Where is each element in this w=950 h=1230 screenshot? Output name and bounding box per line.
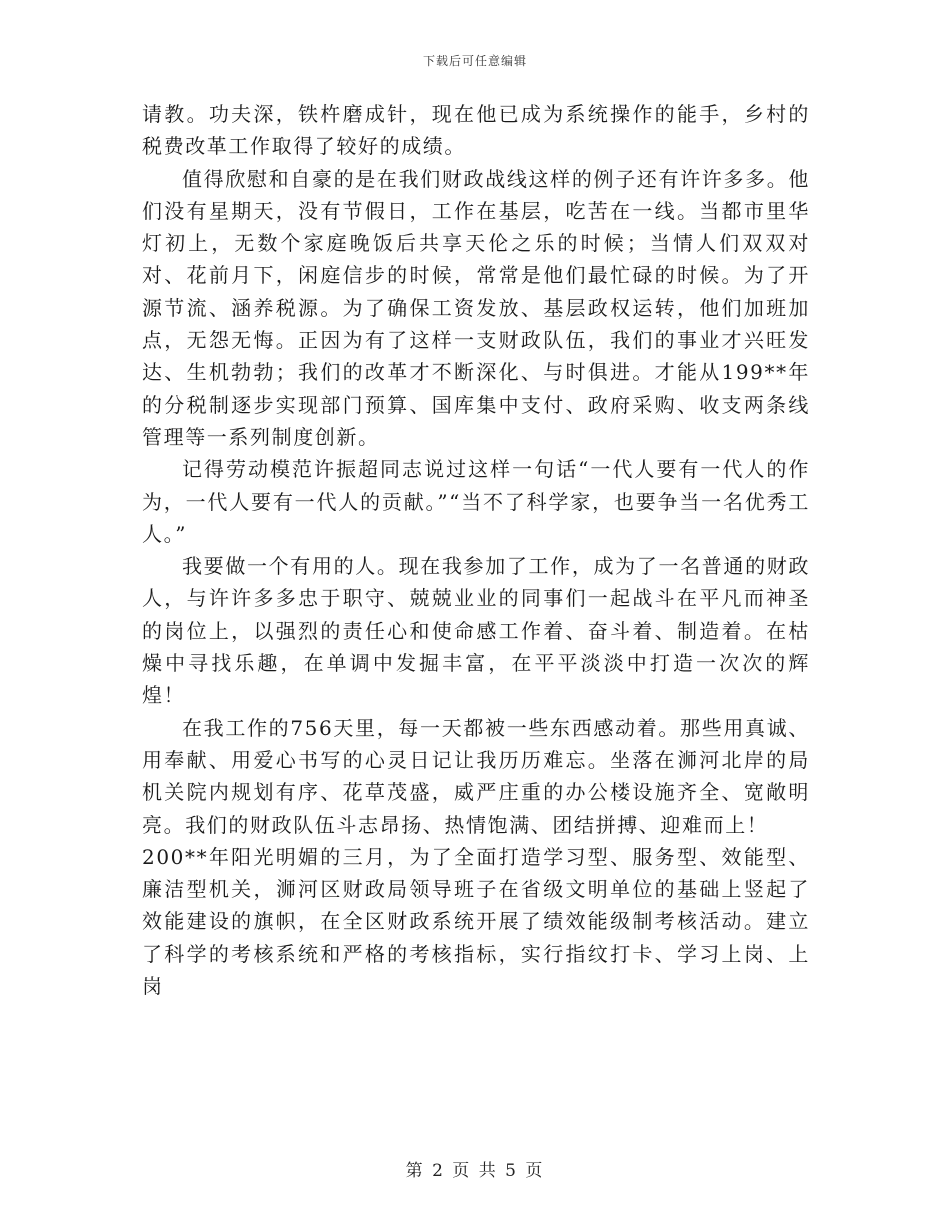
page-footer: 第 2 页 共 5 页 [405, 1161, 545, 1181]
paragraph-3: 记得劳动模范许振超同志说过这样一句话“一代人要有一代人的作为，一代人要有一代人的贡献。”“当不了科学家，也要争当一名优秀工人。” [142, 457, 810, 546]
paragraph-4: 我要做一个有用的人。现在我参加了工作，成为了一名普通的财政人，与许许多多忠于职守、兢兢业业的同事们一起战斗在平凡而神圣的岗位上，以强烈的责任心和使命感工作着、奋斗着、制造着。在枯燥中寻找乐趣，在单调中发掘丰富，在平平淡淡中打造一次次的辉煌！ [142, 554, 810, 708]
document-body [142, 98, 810, 1002]
paragraph-1: 请教。功夫深，铁杵磨成针，现在他已成为系统操作的能手，乡村的税费改革工作取得了较好的成绩。 [142, 102, 810, 159]
paragraph-5: 在我工作的756天里，每一天都被一些东西感动着。那些用真诚、用奉献、用爱心书写的心灵日记让我历历难忘。坐落在浉河北岸的局机关院内规划有序、花草茂盛，威严庄重的办公楼设施齐全、宽敞明亮。我们的财政队伍斗志昂扬、热情饱满、团结拼搏、迎难而上！ [142, 715, 810, 837]
paragraph-6: 200**年阳光明媚的三月，为了全面打造学习型、服务型、效能型、廉洁型机关，浉河区财政局领导班子在省级文明单位的基础上竖起了效能建设的旗帜，在全区财政系统开展了绩效能级制考核活动。建立了科学的考核系统和严格的考核指标，实行指纹打卡、学习上岗、上岗 [142, 844, 810, 999]
page-header: 下载后可任意编辑 [422, 54, 527, 68]
paragraph-2: 值得欣慰和自豪的是在我们财政战线这样的例子还有许许多多。他们没有星期天，没有节假日，工作在基层，吃苦在一线。当都市里华灯初上，无数个家庭晚饭后共享天伦之乐的时候；当情人们双双对对、花前月下，闲庭信步的时候，常常是他们最忙碌的时候。为了开源节流、涵养税源。为了确保工资发放、基层政权运转，他们加班加点，无怨无悔。正因为有了这样一支财政队伍，我们的事业才兴旺发达、生机勃勃；我们的改革才不断深化、与时俱进。才能从199**年的分税制逐步实现部门预算、国库集中支付、政府采购、收支两条线管理等一系列制度创新。 [142, 166, 810, 449]
